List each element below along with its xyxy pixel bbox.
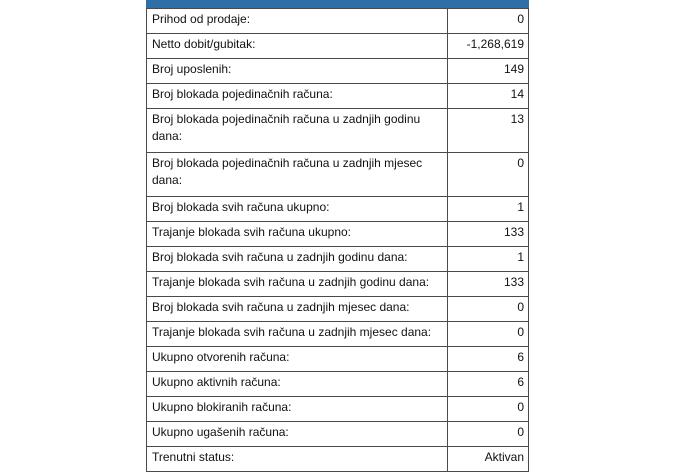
- row-value: 0: [448, 9, 529, 34]
- row-label: Trajanje blokada svih računa u zadnjih godinu dana:: [147, 272, 448, 297]
- row-label: Prihod od prodaje:: [147, 9, 448, 34]
- row-label: Ukupno aktivnih računa:: [147, 372, 448, 397]
- row-label: Trenutni status:: [147, 447, 448, 472]
- row-value: 149: [448, 59, 529, 84]
- status-value: Aktivan: [448, 447, 529, 472]
- table-row: [147, 422, 529, 447]
- header-bar: [146, 0, 529, 8]
- row-label: Ukupno otvorenih računa:: [147, 347, 448, 372]
- row-label: Ukupno ugašenih računa:: [147, 422, 448, 447]
- company-info-table: [146, 8, 529, 472]
- row-value: 6: [448, 372, 529, 397]
- row-label: Trajanje blokada svih računa ukupno:: [147, 222, 448, 247]
- row-label: Broj blokada pojedinačnih računa u zadnjih godinu dana:: [147, 109, 448, 153]
- table-row: [147, 397, 529, 422]
- row-value: -1,268,619: [448, 34, 529, 59]
- company-info-sheet: [146, 0, 529, 472]
- table-row: [147, 447, 529, 472]
- table-row: [147, 153, 529, 197]
- table-row: [147, 322, 529, 347]
- row-value: 133: [448, 222, 529, 247]
- row-label: Broj blokada pojedinačnih računa:: [147, 84, 448, 109]
- row-label: Broj uposlenih:: [147, 59, 448, 84]
- table-row: [147, 84, 529, 109]
- table-row: [147, 272, 529, 297]
- row-value: 0: [448, 422, 529, 447]
- table-row: [147, 34, 529, 59]
- row-value: 0: [448, 153, 529, 197]
- table-row: [147, 347, 529, 372]
- table-row: [147, 197, 529, 222]
- table-row: [147, 247, 529, 272]
- table-row: [147, 59, 529, 84]
- row-value: 13: [448, 109, 529, 153]
- table-row: [147, 297, 529, 322]
- table-row: [147, 9, 529, 34]
- table-row: [147, 222, 529, 247]
- row-label: Broj blokada svih računa u zadnjih mjesec dana:: [147, 297, 448, 322]
- row-value: 14: [448, 84, 529, 109]
- row-value: 0: [448, 297, 529, 322]
- table-row: [147, 372, 529, 397]
- row-value: 133: [448, 272, 529, 297]
- table-row: [147, 109, 529, 153]
- row-value: 6: [448, 347, 529, 372]
- row-label: Netto dobit/gubitak:: [147, 34, 448, 59]
- row-value: 1: [448, 247, 529, 272]
- row-label: Broj blokada pojedinačnih računa u zadnjih mjesec dana:: [147, 153, 448, 197]
- row-value: 0: [448, 322, 529, 347]
- row-value: 0: [448, 397, 529, 422]
- row-label: Ukupno blokiranih računa:: [147, 397, 448, 422]
- row-label: Trajanje blokada svih računa u zadnjih mjesec dana:: [147, 322, 448, 347]
- row-label: Broj blokada svih računa ukupno:: [147, 197, 448, 222]
- row-value: 1: [448, 197, 529, 222]
- row-label: Broj blokada svih računa u zadnjih godinu dana:: [147, 247, 448, 272]
